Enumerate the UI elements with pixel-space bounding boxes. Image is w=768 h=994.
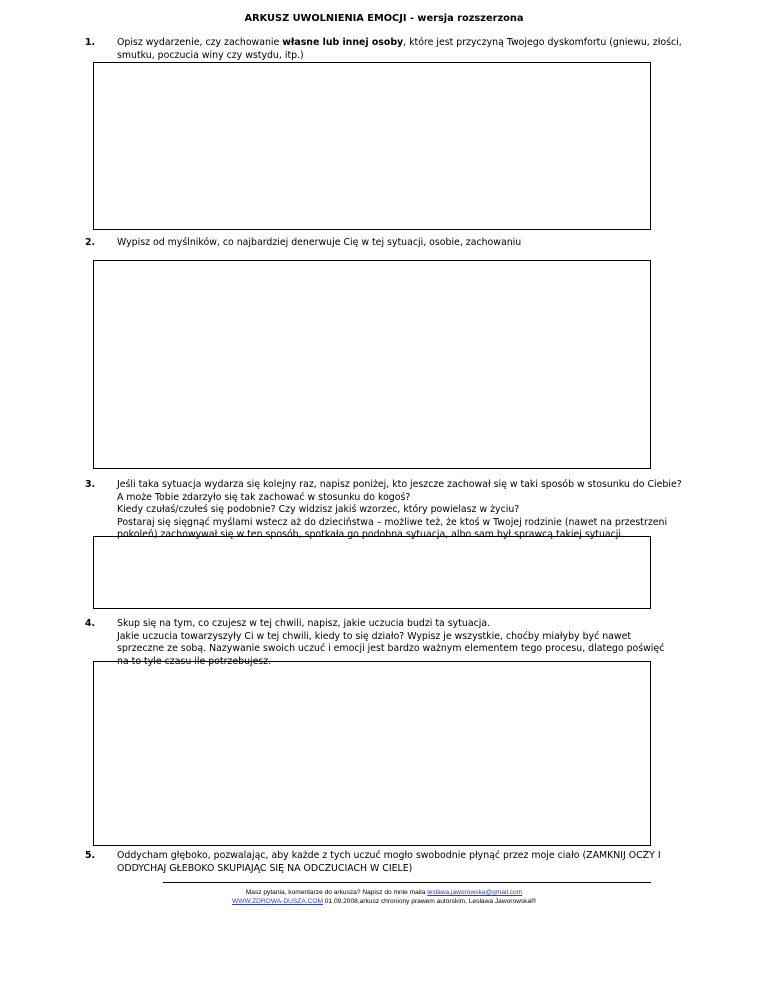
section-2-text: Wypisz od myślników, co najbardziej denerwuje Cię w tej sytuacji, osobie, zachowaniu	[117, 237, 522, 248]
section-1-number: 1.	[85, 37, 96, 48]
document-title: ARKUSZ UWOLNIENIA EMOCJI - wersja rozszerzona	[244, 13, 524, 24]
footer-divider	[163, 882, 651, 883]
section-2-answer-box[interactable]	[93, 260, 651, 469]
footer-copyright-text: 01.09.2008,arkusz chroniony prawem autorskim, Lesława Jaworowska®	[322, 898, 536, 905]
section-1-answer-box[interactable]	[93, 62, 651, 230]
footer-website-link[interactable]: WWW.ZDROWA-DUSZA.COM	[232, 898, 323, 905]
section-3-answer-box[interactable]	[93, 536, 651, 609]
footer-contact-text: Masz pytania, komentarze do arkusza? Napisz do mnie maila	[245, 889, 428, 896]
section-3-text: Jeśli taka sytuacja wydarza się kolejny raz, napisz poniżej, kto jeszcze zachował się w taki sposób w stosunku do Ciebie? A może Tobie zdarzyło się tak zachować w stosunku do kogoś? Kiedy czułaś/czułeś się podobnie? Czy widzisz jakiś wzorzec, który powielasz w życiu? Postaraj się sięgnąć myślami wstecz aż do dzieciństwa – możliwe też, że ktoś w Twojej rodzinie (nawet na przestrzeni pokoleń) zachowywał się w ten sposób, spotkała go podobna sytuacja, albo sam był sprawcą takiej sytuacji.	[117, 479, 682, 540]
section-2-number: 2.	[85, 237, 96, 248]
section-1-text-end: , które jest przyczyną Twojego dyskomfortu (gniewu, złości, smutku, poczucia winy czy wstydu, itp.)	[117, 37, 682, 61]
section-5-text: Oddycham głęboko, pozwalając, aby każde z tych uczuć mogło swobodnie płynąć przez moje ciało (ZAMKNIJ OCZY I ODDYCHAJ GŁEBOKO SKUPIAJĄC SIĘ NA ODCZUCIACH W CIELE)	[117, 850, 661, 874]
footer-line-1	[0, 889, 768, 898]
section-4-text: Skup się na tym, co czujesz w tej chwili, napisz, jakie uczucia budzi ta sytuacja. Jakie uczucia towarzyszyły Ci w tej chwili, kiedy to się działo? Wypisz je wszystkie, choćby miałyby być nawet sprzeczne ze sobą. Nazywanie swoich uczuć i emocji jest bardzo ważnym elementem tego procesu, dlatego poświęć na to tyle czasu ile potrzebujesz.	[117, 618, 665, 667]
footer-line-2	[0, 898, 768, 907]
section-1-text	[117, 37, 682, 62]
section-4-number: 4.	[85, 618, 96, 629]
section-3-number: 3.	[85, 479, 96, 490]
section-1-text-start: Opisz wydarzenie, czy zachowanie	[117, 37, 283, 48]
section-1-text-bold: własne lub innej osoby	[282, 37, 404, 48]
section-4-answer-box[interactable]	[93, 661, 651, 846]
footer-email-link[interactable]: leslawa.jaworowska@gmail.com	[427, 889, 523, 896]
section-5-number: 5.	[85, 850, 96, 861]
